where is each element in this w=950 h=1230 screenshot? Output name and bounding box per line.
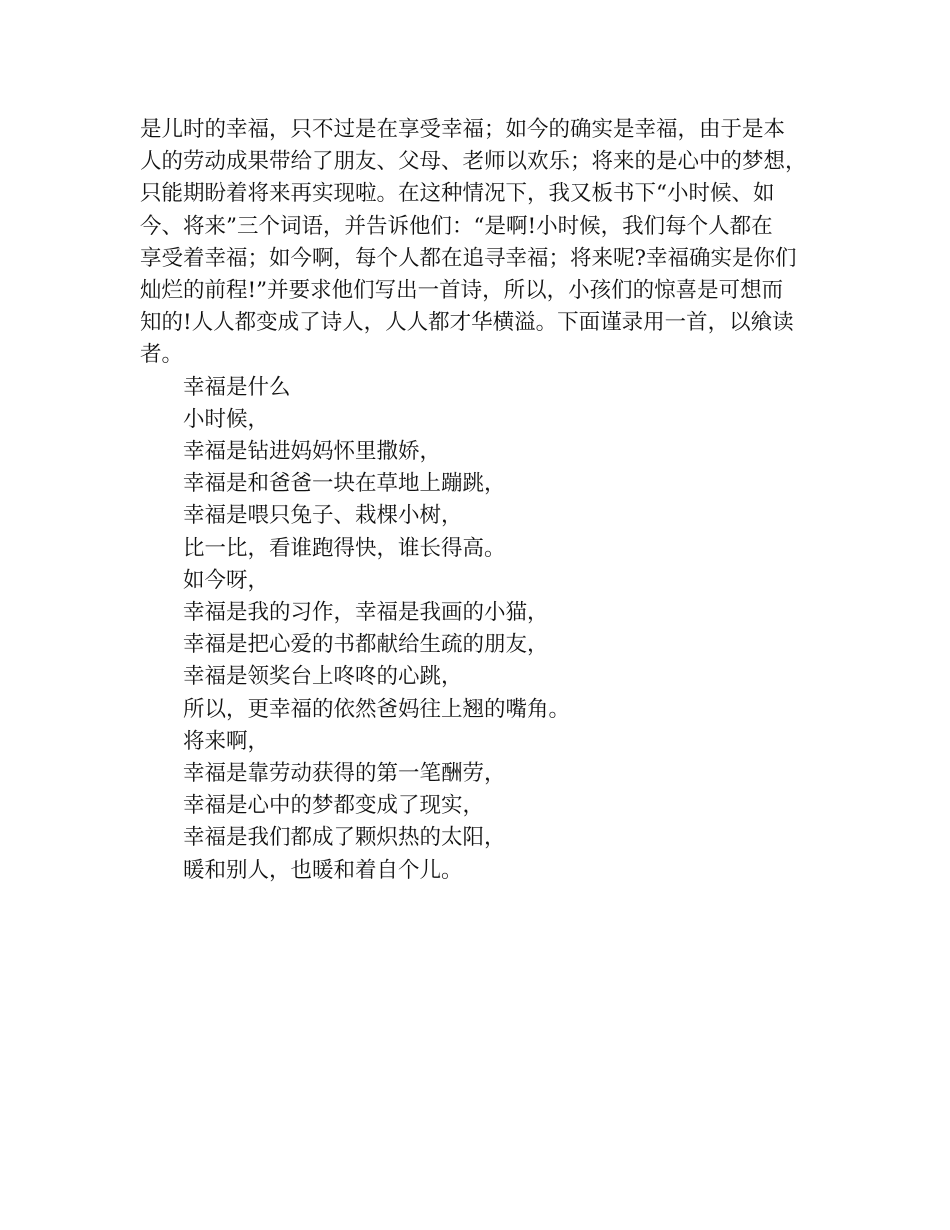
poem-title: 幸福是什么 <box>183 374 291 400</box>
paragraph-line: 者。 <box>140 342 184 368</box>
poem-line: 幸福是我们都成了颗炽热的太阳， <box>183 825 506 851</box>
poem-line: 幸福是领奖台上咚咚的心跳， <box>183 664 463 690</box>
poem <box>183 372 830 887</box>
poem-line: 比一比，看谁跑得快，谁长得高。 <box>183 535 506 561</box>
poem-line: 如今呀， <box>183 567 270 593</box>
paragraph-line: 人的劳动成果带给了朋友、父母、老师以欢乐；将来的是心中的梦想， <box>140 149 807 175</box>
paragraph-line: 只能期盼着将来再实现啦。在这种情况下，我又板书下“小时候、如 <box>140 181 775 207</box>
poem-line: 幸福是靠劳动获得的第一笔酬劳， <box>183 761 506 787</box>
poem-line: 小时候， <box>183 406 270 432</box>
poem-line: 幸福是心中的梦都变成了现实， <box>183 793 485 819</box>
poem-line: 幸福是我的习作，幸福是我画的小猫， <box>183 600 549 626</box>
poem-line: 幸福是钻进妈妈怀里撒娇， <box>183 439 442 465</box>
essay-paragraph <box>140 114 830 372</box>
paragraph-line: 享受着幸福；如今啊，每个人都在追寻幸福；将来呢?幸福确实是你们 <box>140 245 797 271</box>
poem-line: 幸福是和爸爸一块在草地上蹦跳， <box>183 471 506 497</box>
poem-line: 将来啊， <box>183 728 270 754</box>
paragraph-line: 今、将来”三个词语，并告诉他们：“是啊!小时候，我们每个人都在 <box>140 213 773 239</box>
paragraph-line: 灿烂的前程!”并要求他们写出一首诗，所以，小孩们的惊喜是可想而 <box>140 278 784 304</box>
document-body <box>140 114 830 887</box>
poem-line: 暖和别人，也暖和着自个儿。 <box>183 857 463 883</box>
paragraph-line: 是儿时的幸福，只不过是在享受幸福；如今的确实是幸福，由于是本 <box>140 117 786 142</box>
poem-line: 幸福是喂只兔子、栽棵小树， <box>183 503 463 529</box>
poem-line: 所以，更幸福的依然爸妈往上翘的嘴角。 <box>183 696 571 722</box>
paragraph-line: 知的!人人都变成了诗人，人人都才华横溢。下面谨录用一首，以飨读 <box>140 310 794 336</box>
poem-line: 幸福是把心爱的书都献给生疏的朋友， <box>183 632 549 658</box>
